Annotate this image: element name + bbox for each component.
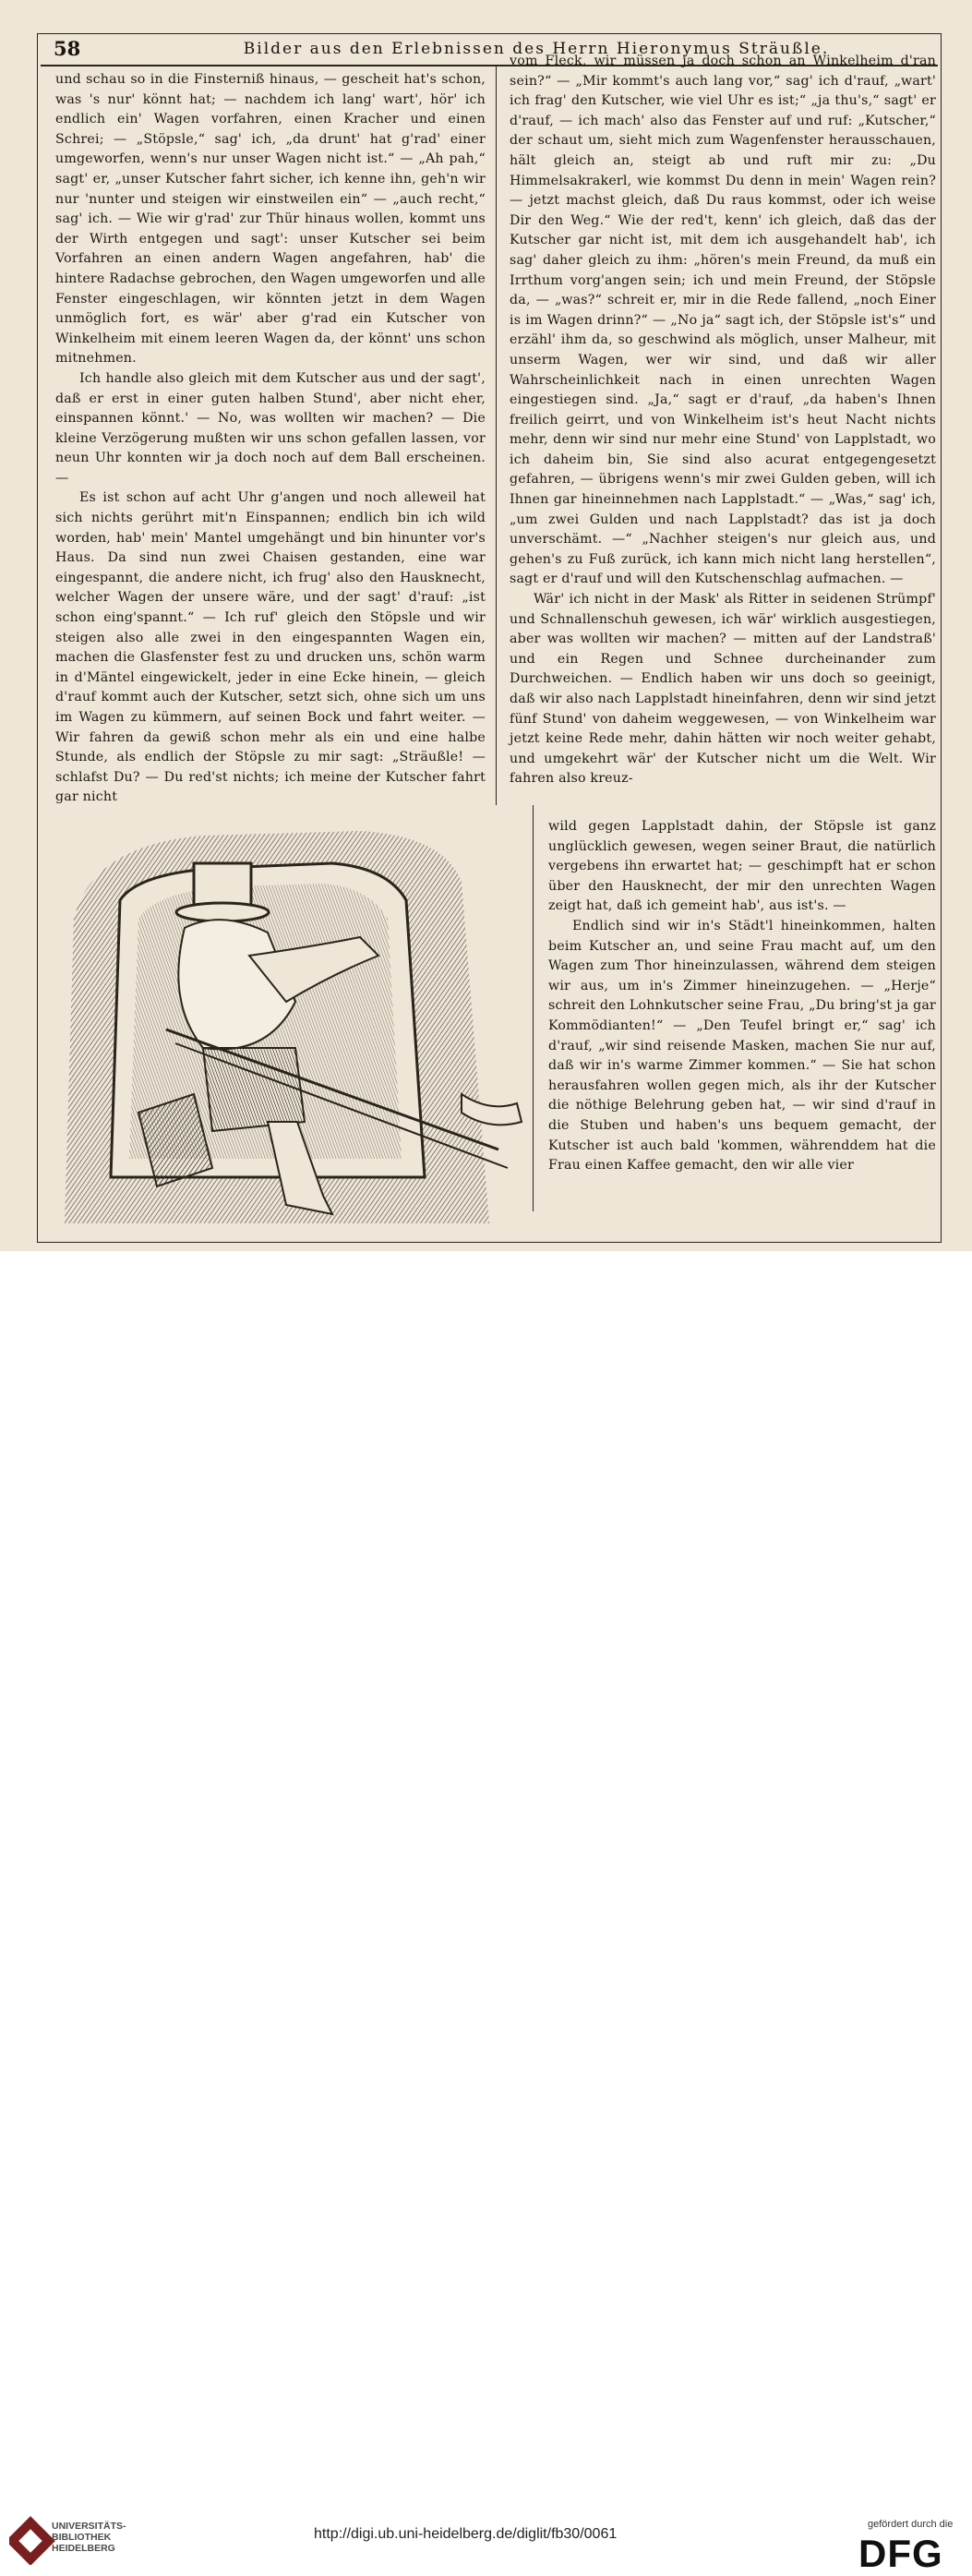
library-name: UNIVERSITÄTS- BIBLIOTHEK HEIDELBERG: [52, 2521, 126, 2554]
column-divider: [496, 66, 497, 805]
funding-note: gefördert durch die: [868, 2519, 954, 2530]
right-column-lower: [548, 817, 936, 1176]
left-column: [55, 70, 486, 808]
right-column: [510, 52, 936, 789]
scanned-page: [0, 0, 972, 1251]
paragraph: Endlich sind wir in's Städt'l hineinkommen, halten beim Kutscher an, und seine Frau macht auf, um den Wagen zum Thor hineinzulassen, während dem steigen wir aus, um in's Zimmer hineinzugehen. — „Herje“ schreit den Lohnkutscher seine Frau, „Du bring'st ja gar Kommödianten!“ — „Den Teufel bringt er,“ sag' ich d'rauf, „wir sind reisende Masken, machen Sie nur auf, daß wir in's warme Zimmer kommen.“ — Sie hat schon herausfahren wollen gegen mich, als ihr der Kutscher die nöthige Belehrung geben hat, — wir sind d'rauf in die Stuben und haben's uns bequem gemacht, der Kutscher ist auch bald 'kommen, währenddem hat die Frau einen Kaffee gemacht, den wir alle vier: [548, 918, 936, 1174]
column-divider-lower: [533, 805, 534, 1211]
paragraph: Wär' ich nicht in der Mask' als Ritter in seidenen Strümpf' und Schnallenschuh gewesen, ich wär' wirklich ausgestiegen, aber was wollten wir machen? — mitten auf der Landstraß' und ein Regen und Schnee durcheinander zum Durchweichen. — Endlich haben wir uns doch so geeinigt, daß wir also nach Lapplstadt hineinfahren, denn wir sind jetzt fünf Stund' von daheim weggewesen, — von Winkelheim war jetzt keine Rede mehr, dahin hätten wir noch weiter gehabt, und umgekehrt wär' der Kutscher nicht um die Welt. Wir fahren also kreuz-: [510, 592, 936, 787]
running-title: Bilder aus den Erlebnissen des Herrn Hieronymus Sträußle.: [243, 40, 830, 58]
dfg-logo[interactable]: DFG: [858, 2532, 943, 2575]
paragraph: vom Fleck, wir müssen ja doch schon an Winkelheim d'ran sein?“ — „Mir kommt's auch lang vor,“ sag' ich d'rauf, „wart' ich frag' den Kutscher, wie viel Uhr es ist;“ „ja thu's,“ sagt' er d'rauf, — ich mach' also das Fenster auf und ruf: „Kutscher,“ der schaut um, sieht mich zum Wagenfenster herausschauen, hält gleich an, steigt ab und ruft mir zu: „Du Himmelsakrakerl, wie kommst Du denn in mein' Wagen rein? — jetzt machst gleich, daß Du raus kommst, oder ich weise Dir den Weg.“ Wie der red't, kenn' ich gleich, daß das der Kutscher gar nicht ist, mit dem ich ausgehandelt hab', ich sag' daher gleich zu ihm: „hören's mein Freund, da muß ein Irrthum vorg'angen sein; ich und mein Freund, der Stöpsle da, — „was?“ schreit er, mir in die Rede fallend, „noch Einer is im Wagen drinn?“ — „No ja“ sagt ich, der Stöpsle ist's“ und erzähl' ihm da, so geschwind als möglich, unser Malheur, mit unserm Wagen, wer wir sind, und daß wir aller Wahrscheinlichkeit nach in einen unrechten Wagen eingestiegen sind. „Ja,“ sagt er d'rauf, „da haben's Ihnen freilich geirrt, und von Winkelheim ist's heut Nacht nichts mehr, denn wir sind nur mehr eine Stund' von Lapplstadt, wo ich daheim bin, Sie sind also acurat entgegengesetzt gefahren, — übrigens wenn's mir zwei Gulden geben, will ich Ihnen gar hineinnehmen nach Lapplstadt.“ — „Was,“ sag' ich, „um zwei Gulden und nach Lapplstadt? das ist ja doch unverschämt. —“ „Nachher steigen's nur gleich aus, und gehen's zu Fuß zurück, ich kann mich nicht lang herstellen“, sagt er d'rauf und will den Kutschenschlag aufmachen. —: [510, 54, 936, 587]
paragraph: Es ist schon auf acht Uhr g'angen und noch alleweil hat sich nichts gerührt mit'n Einspannen; endlich bin ich wild worden, hab' mein' Mantel umgehängt und bin hinunter vor's Haus. Da sind nun zwei Chaisen gestanden, eine war eingespannt, die andere nicht, ich frug' also den Hausknecht, welcher Wagen der unsere wäre, und der sagt' d'rauf: „ist schon eing'spannt.“ — Ich ruf' gleich den Stöpsle und wir steigen also alle zwei in den eingespannten Wagen ein, machen die Glasfenster fest zu und drucken uns, schön warm in d'Mäntel eingewickelt, jeder in eine Ecke hinein, — gleich d'rauf kommt auch der Kutscher, setzt sich, ohne sich um uns im Wagen zu kümmern, auf seinen Bock und fahrt weiter. — Wir fahren da gewiß schon mehr als ein und eine halbe Stunde, als endlich der Stöpsle zu mir sagt: „Sträußle! — schlafst Du? — Du red'st nichts; ich meine der Kutscher fahrt gar nicht: [55, 490, 486, 805]
page-number: 58: [54, 37, 81, 60]
paragraph: wild gegen Lapplstadt dahin, der Stöpsle ist ganz unglücklich gewesen, wegen seiner Braut, die natürlich vergebens ihn erwartet hat; — geschimpft hat er schon über den Hausknecht, der mir den unrechten Wagen zeigt hat, daß ich gemeint hab', aus ist's. —: [548, 819, 936, 914]
paragraph: und schau so in die Finsterniß hinaus, — gescheit hat's schon, was 's nur' könnt hat; — nachdem ich lang' wart', hör' ich endlich ein' Wagen vorfahren, einen Kracher und einen Schrei; — „Stöpsle,“ sag' ich, „da drunt' hat g'rad' einer umgeworfen, wenn's nur unser Wagen nicht ist.“ — „Ah pah,“ sagt' er, „unser Kutscher fahrt sicher, ich kenne ihn, geh'n wir nur 'nunter und steigen wir einstweilen ein“ — „auch recht,“ sag' ich. — Wie wir g'rad' zur Thür hinaus wollen, kommt uns der Wirth entgegen und sagt': unser Kutscher sei beim Vorfahren an einen andern Wagen angefahren, hab' die hintere Radachse gebrochen, den Wagen umgeworfen und alle Fenster eingeschlagen, wir könnten jetzt in dem Wagen unmöglich fort, es wär' aber g'rad ein Kutscher von Winkelheim mit einem leeren Wagen da, der könnt' uns schon mitnehmen.: [55, 72, 486, 367]
carriage-engraving: [55, 817, 526, 1223]
footer: [0, 1251, 972, 2575]
source-url-link[interactable]: http://digi.ub.uni-heidelberg.de/diglit/fb30/0061: [314, 2526, 618, 2542]
paragraph: Ich handle also gleich mit dem Kutscher aus und der sagt', daß er erst in einer guten halben Stund', aber nicht eher, einspannen könnt.' — No, was wollten wir machen? — Die kleine Verzögerung mußten wir uns schon gefallen lassen, vor neun Uhr konnten wir ja doch noch auf dem Ball erscheinen. —: [55, 370, 486, 486]
